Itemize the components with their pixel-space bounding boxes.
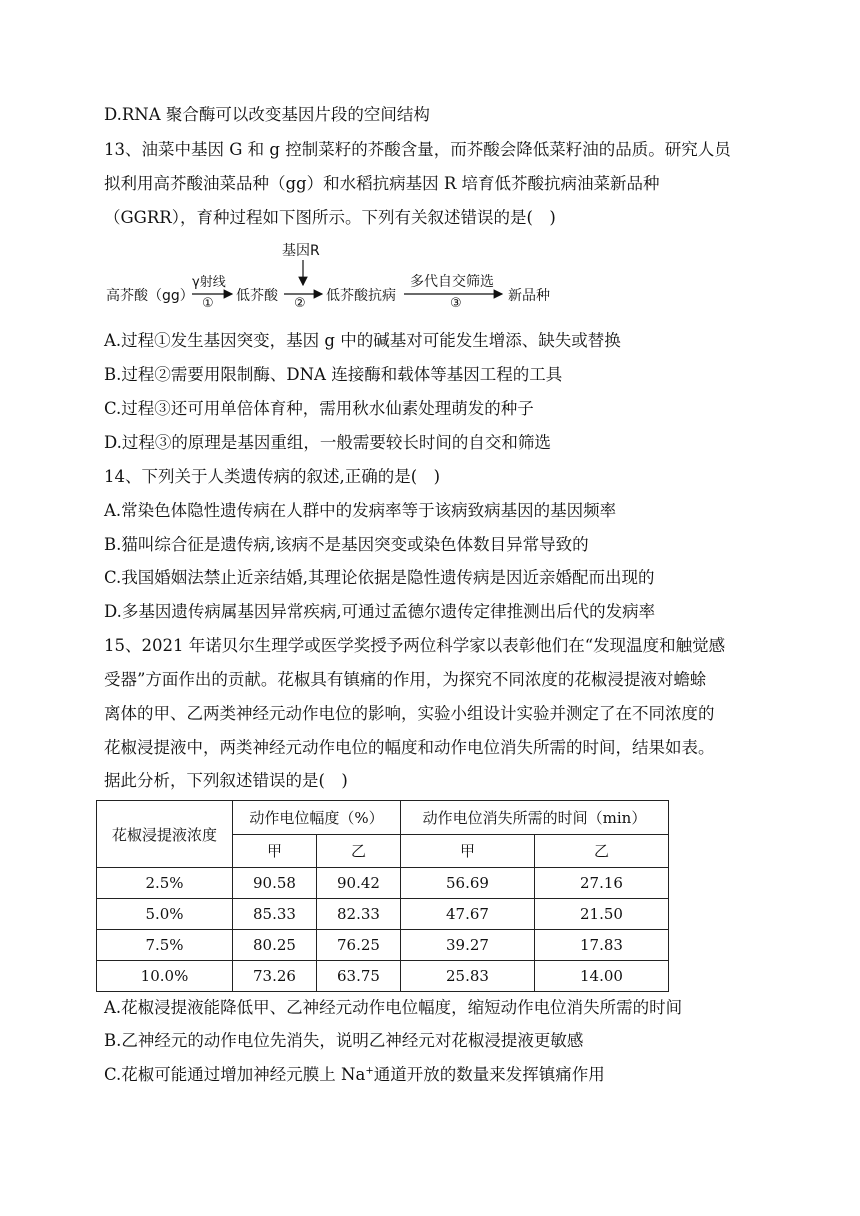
subheader-time-a: 甲 — [401, 834, 535, 868]
q14-option-a: A.常染色体隐性遗传病在人群中的发病率等于该病致病基因的基因频率 — [104, 501, 617, 520]
flow-node1: 低芥酸 — [236, 288, 278, 304]
flow-node2: 低芥酸抗病 — [326, 288, 396, 304]
table-row — [97, 868, 669, 899]
q13-option-b: B.过程②需要用限制酶、DNA 连接酶和载体等基因工程的工具 — [104, 365, 563, 384]
flow-gene-label: 基因R — [282, 243, 320, 259]
data-table — [96, 800, 669, 992]
header-amplitude: 动作电位幅度（%） — [233, 801, 401, 835]
subheader-amp-b: 乙 — [317, 834, 401, 868]
sodium-charge: + — [365, 1065, 374, 1077]
q14-stem: 14、下列关于人类遗传病的叙述,正确的是( ) — [104, 467, 441, 486]
cell-conc: 2.5% — [97, 868, 233, 899]
cell-time-a: 39.27 — [401, 930, 535, 961]
flow-arrow1-bottom: ① — [202, 296, 214, 311]
q15-option-c-post: 通道开放的数量来发挥镇痛作用 — [373, 1065, 605, 1084]
q15-option-a: A.花椒浸提液能降低甲、乙神经元动作电位幅度，缩短动作电位消失所需的时间 — [104, 998, 683, 1017]
table-row — [97, 899, 669, 930]
q14-option-b: B.猫叫综合征是遗传病,该病不是基因突变或染色体数目异常导致的 — [104, 535, 589, 554]
header-time: 动作电位消失所需的时间（min） — [401, 801, 669, 835]
q13-option-d: D.过程③的原理是基因重组，一般需要较长时间的自交和筛选 — [104, 433, 551, 452]
q12-option-d: D.RNA 聚合酶可以改变基因片段的空间结构 — [104, 105, 430, 124]
table-header-row — [97, 801, 669, 835]
cell-amp-b: 63.75 — [317, 961, 401, 992]
q13-stem-line2: 拟利用高芥酸油菜品种（gg）和水稻抗病基因 R 培育低芥酸抗病油菜新品种 — [104, 174, 660, 193]
q15-stem-line2: 受器”方面作出的贡献。花椒具有镇痛的作用，为探究不同浓度的花椒浸提液对蟾蜍 — [104, 670, 707, 689]
q15-option-c-pre: C.花椒可能通过增加神经元膜上 Na — [104, 1065, 366, 1084]
cell-amp-a: 85.33 — [233, 899, 317, 930]
q15-stem-line5: 据此分析，下列叙述错误的是( ) — [104, 771, 348, 790]
flow-arrows — [104, 238, 664, 318]
header-concentration: 花椒浸提液浓度 — [97, 801, 233, 868]
q14-option-c: C.我国婚姻法禁止近亲结婚,其理论依据是隐性遗传病是因近亲婚配而出现的 — [104, 568, 655, 587]
cell-time-b: 27.16 — [535, 868, 669, 899]
cell-time-b: 21.50 — [535, 899, 669, 930]
cell-amp-b: 82.33 — [317, 899, 401, 930]
q13-option-a: A.过程①发生基因突变，基因 g 中的碱基对可能发生增添、缺失或替换 — [104, 331, 621, 350]
flow-arrow2-bottom: ② — [294, 296, 306, 311]
flow-arrow3-top: 多代自交筛选 — [410, 274, 494, 290]
q15-stem-line4: 花椒浸提液中，两类神经元动作电位的幅度和动作电位消失所需的时间，结果如表。 — [104, 738, 715, 757]
cell-conc: 5.0% — [97, 899, 233, 930]
subheader-amp-a: 甲 — [233, 834, 317, 868]
cell-amp-a: 90.58 — [233, 868, 317, 899]
q15-option-c — [104, 1064, 764, 1086]
cell-time-b: 17.83 — [535, 930, 669, 961]
table-row — [97, 930, 669, 961]
q15-stem-line3: 离体的甲、乙两类神经元动作电位的影响，实验小组设计实验并测定了在不同浓度的 — [104, 704, 715, 723]
cell-amp-b: 76.25 — [317, 930, 401, 961]
q15-stem-line1: 15、2021 年诺贝尔生理学或医学奖授予两位科学家以表彰他们在“发现温度和触觉感 — [104, 636, 726, 655]
flow-end: 新品种 — [508, 288, 550, 304]
cell-amp-a: 80.25 — [233, 930, 317, 961]
q13-stem-line3: （GGRR），育种过程如下图所示。下列有关叙述错误的是( ) — [104, 208, 556, 227]
table-row — [97, 961, 669, 992]
flow-arrow3-bottom: ③ — [450, 296, 462, 311]
cell-time-b: 14.00 — [535, 961, 669, 992]
q13-option-c: C.过程③还可用单倍体育种，需用秋水仙素处理萌发的种子 — [104, 399, 534, 418]
q13-stem-line1: 13、油菜中基因 G 和 g 控制菜籽的芥酸含量，而芥酸会降低菜籽油的品质。研究人员 — [104, 140, 731, 159]
cell-time-a: 47.67 — [401, 899, 535, 930]
cell-conc: 10.0% — [97, 961, 233, 992]
cell-amp-b: 90.42 — [317, 868, 401, 899]
breeding-flow-diagram — [104, 238, 664, 318]
cell-time-a: 25.83 — [401, 961, 535, 992]
flow-start: 高芥酸（gg） — [106, 288, 194, 304]
q15-option-b: B.乙神经元的动作电位先消失，说明乙神经元对花椒浸提液更敏感 — [104, 1031, 584, 1050]
cell-amp-a: 73.26 — [233, 961, 317, 992]
subheader-time-b: 乙 — [535, 834, 669, 868]
q14-option-d: D.多基因遗传病属基因异常疾病,可通过孟德尔遗传定律推测出后代的发病率 — [104, 602, 656, 621]
cell-conc: 7.5% — [97, 930, 233, 961]
flow-arrow1-top: γ射线 — [192, 275, 226, 290]
cell-time-a: 56.69 — [401, 868, 535, 899]
